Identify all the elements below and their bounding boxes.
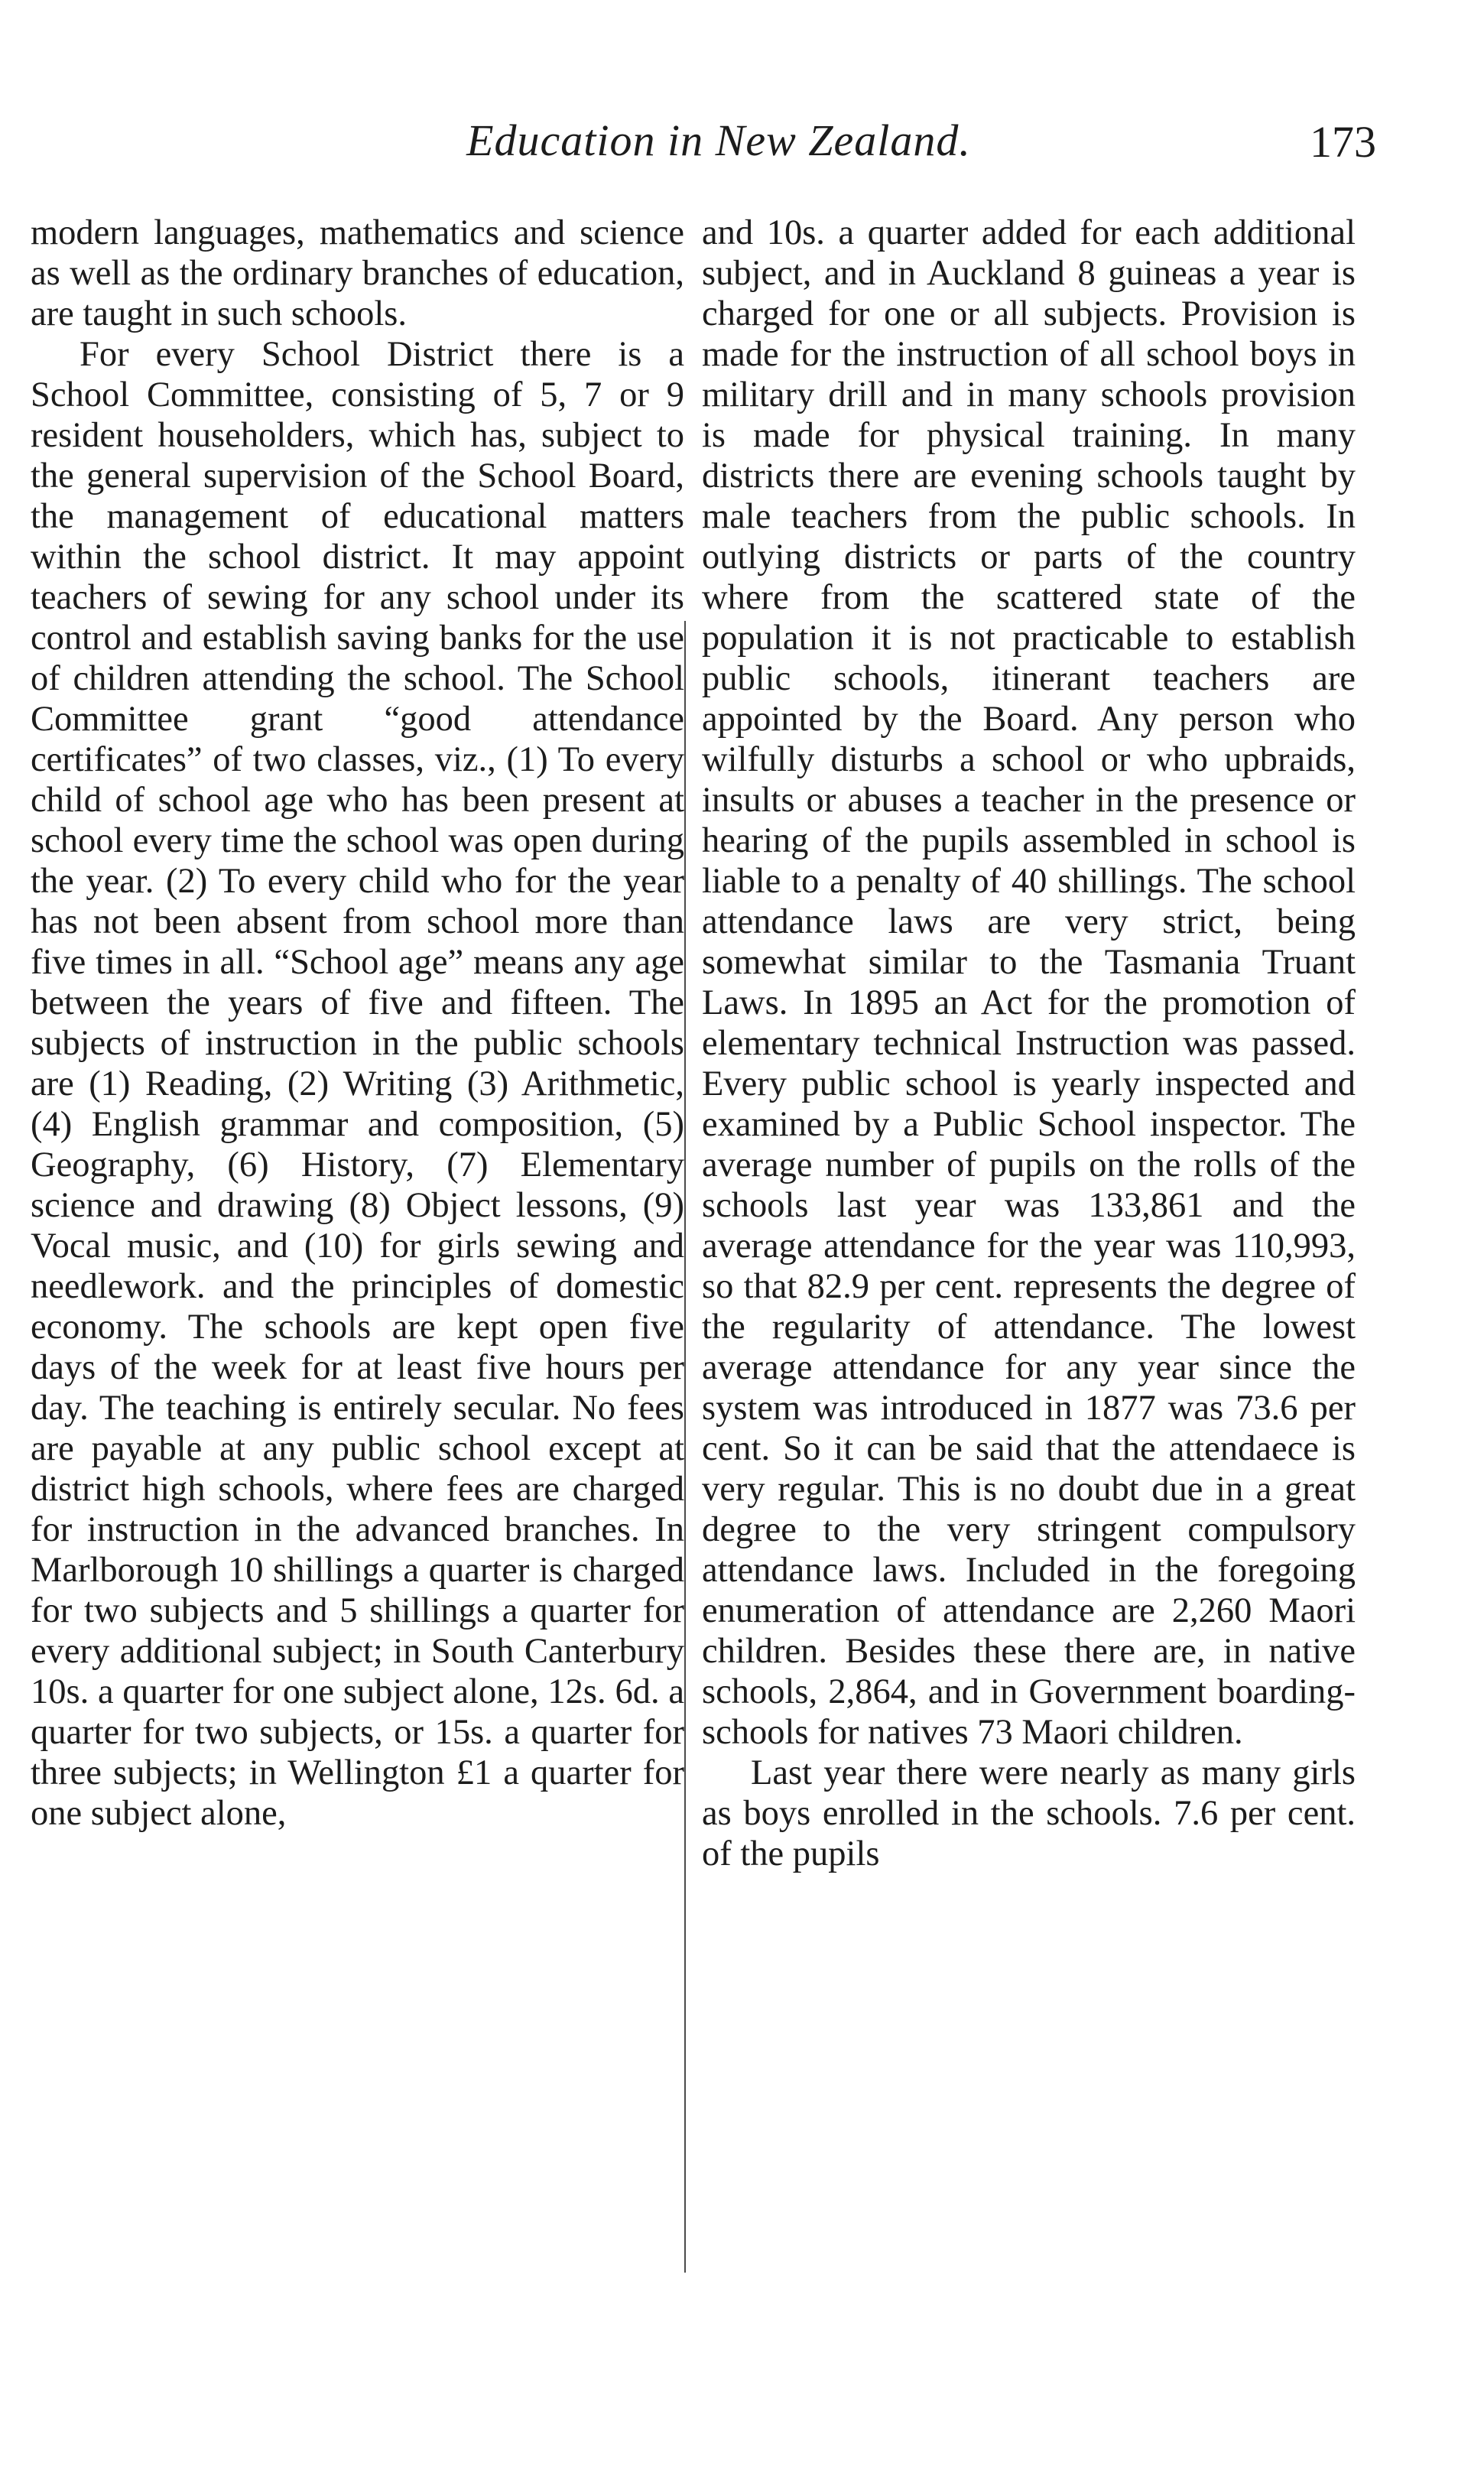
- running-title: Education in New Zealand.: [466, 115, 971, 165]
- paragraph: For every School District there is a School Committee, consisting of 5, 7 or 9 resident householders, which has, subject to the general supervision of the School Board, the management of educational matters within the school district. It may appoint teachers of sewing for any school under its control and establish saving banks for the use of children attending the school. The School Committee grant “good attendance certificates” of two classes, viz., (1) To every child of school age who has been present at school every time the school was open during the year. (2) To every child who for the year has not been absent from school more than five times in all. “School age” means any age between the years of five and fifteen. The subjects of instruction in the public schools are (1) Reading, (2) Writing (3) Arithmetic, (4) English grammar and composition, (5) Geography, (6) History, (7) Elementary science and drawing (8) Object lessons, (9) Vocal music, and (10) for girls sewing and needlework. and the principles of domestic economy. The schools are kept open five days of the week for at least five hours per day. The teaching is entirely secular. No fees are payable at any public school except at district high schools, where fees are charged for instruction in the advanced branches. In Marlborough 10 shillings a quarter is charged for two subjects and 5 shillings a quarter for every additional subject; in South Canterbury 10s. a quarter for one subject alone, 12s. 6d. a quarter for two subjects, or 15s. a quarter for three subjects; in Wellington £1 a quarter for one subject alone,: [31, 335, 684, 1833]
- paragraph: and 10s. a quarter added for each additional subject, and in Auckland 8 guineas a year is charged for one or all subjects. Provision is made for the instruction of all school boys in military drill and in many schools provision is made for physical training. In many districts there are evening schools taught by male teachers from the public schools. In outlying districts or parts of the country where from the scattered state of the population it is not practicable to establish public schools, itinerant teachers are appointed by the Board. Any person who wilfully disturbs a school or who upbraids, insults or abuses a teacher in the presence or hearing of the pupils assembled in school is liable to a penalty of 40 shillings. The school attendance laws are very strict, being somewhat similar to the Tasmania Truant Laws. In 1895 an Act for the promotion of elementary technical Instruction was passed. Every public school is yearly inspected and examined by a Public School inspector. The average number of pupils on the rolls of the schools last year was 133,861 and the average attendance for the year was 110,993, so that 82.9 per cent. represents the degree of the regularity of attendance. The lowest average attendance for any year since the system was introduced in 1877 was 73.6 per cent. So it can be said that the attendaece is very regular. This is no doubt due in a great degree to the very stringent compulsory attendance laws. Included in the foregoing enumeration of attendance are 2,260 Maori children. Besides these there are, in native schools, 2,864, and in Government boarding-schools for natives 73 Maori children.: [702, 213, 1356, 1752]
- column-divider: [684, 621, 686, 2273]
- page-number: 173: [1310, 117, 1376, 167]
- left-column: [31, 213, 684, 1834]
- page-header: [0, 107, 1484, 176]
- paragraph: modern languages, mathematics and science as well as the ordinary branches of education, are taught in such schools.: [31, 213, 684, 333]
- paragraph: Last year there were nearly as many girls as boys enrolled in the schools. 7.6 per cent. of the pupils: [702, 1753, 1356, 1873]
- right-column: [702, 213, 1356, 1874]
